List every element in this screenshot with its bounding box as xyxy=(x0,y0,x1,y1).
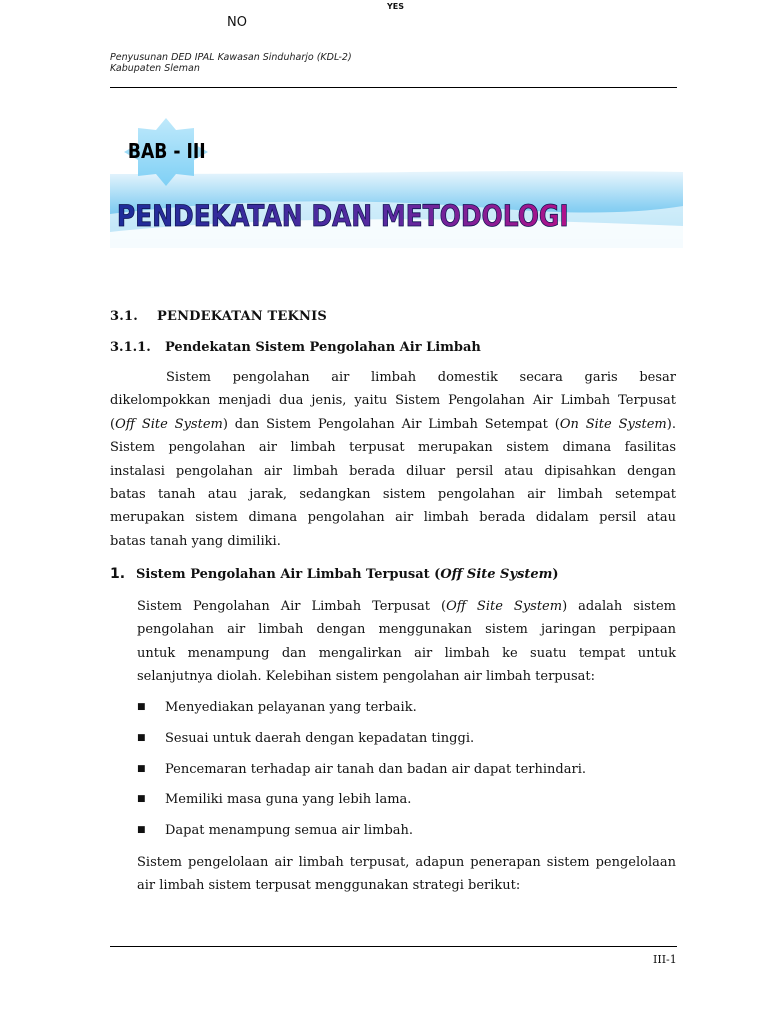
subsection-heading xyxy=(110,340,481,355)
closing-line: Sistem pengelolaan air limbah terpusat, adapun penerapan sistem pengelolaan xyxy=(137,855,676,870)
header-rule xyxy=(110,87,677,88)
closing-line: air limbah sistem terpusat menggunakan strategi berikut: xyxy=(137,878,521,894)
item1-line: Sistem Pengolahan Air Limbah Terpusat (Off Site System) adalah sistem xyxy=(137,599,676,614)
no-mark: NO xyxy=(227,15,247,30)
footer-rule xyxy=(110,946,677,947)
item1-paragraph xyxy=(137,595,676,689)
subsection-number: 3.1.1. xyxy=(110,340,151,355)
bullet-item: ■ Sesuai untuk daerah dengan kepadatan tinggi. xyxy=(137,731,475,746)
subsection-title: Pendekatan Sistem Pengolahan Air Limbah xyxy=(165,340,481,355)
bullet-item: ■ Memiliki masa guna yang lebih lama. xyxy=(137,792,412,807)
chapter-title: PENDEKATAN DAN METODOLOGI xyxy=(116,200,569,234)
yes-mark: YES xyxy=(387,2,405,11)
intro-paragraph xyxy=(110,366,676,553)
item1-heading: 1. Sistem Pengolahan Air Limbah Terpusat (Off Site System) xyxy=(110,566,559,582)
section-title: PENDEKATAN TEKNIS xyxy=(157,309,327,324)
header-location: Kabupaten Sleman xyxy=(110,63,200,74)
section-number: 3.1. xyxy=(110,309,138,324)
section-heading xyxy=(110,309,327,324)
item1-line: untuk menampung dan mengalirkan air limbah ke suatu tempat untuk xyxy=(137,645,676,661)
bullet-icon: ■ xyxy=(137,733,146,743)
intro-line: batas tanah atau jarak, sedangkan sistem pengolahan air limbah setempat xyxy=(110,487,676,503)
header-project: Penyusunan DED IPAL Kawasan Sinduharjo (KDL-2) xyxy=(110,52,352,63)
intro-line: dikelompokkan menjadi dua jenis, yaitu Sistem Pengolahan Air Limbah Terpusat xyxy=(110,393,676,409)
item1-line: selanjutnya diolah. Kelebihan sistem pengolahan air limbah terpusat: xyxy=(137,669,596,685)
closing-paragraph xyxy=(137,851,676,898)
bullet-item: ■ Pencemaran terhadap air tanah dan badan air dapat terhindari. xyxy=(137,762,586,777)
chapter-banner xyxy=(110,114,683,248)
bullet-item: ■ Dapat menampung semua air limbah. xyxy=(137,823,414,838)
intro-line: batas tanah yang dimiliki. xyxy=(110,533,281,549)
bullet-item: ■ Menyediakan pelayanan yang terbaik. xyxy=(137,700,417,715)
bullet-icon: ■ xyxy=(137,794,146,804)
bullet-icon: ■ xyxy=(137,825,146,835)
bullet-icon: ■ xyxy=(137,764,146,774)
intro-line: instalasi pengolahan air limbah berada diluar persil atau dipisahkan dengan xyxy=(110,463,676,479)
page-number: III-1 xyxy=(653,953,677,966)
intro-line: (Off Site System) dan Sistem Pengolahan Air Limbah Setempat (On Site System). xyxy=(110,416,676,432)
item1-line: pengolahan air limbah dengan menggunakan sistem jaringan perpipaan xyxy=(137,622,676,638)
intro-line: Sistem pengolahan air limbah domestik secara garis besar xyxy=(166,370,676,385)
bullet-icon: ■ xyxy=(137,702,146,712)
item1-number: 1. xyxy=(110,566,126,582)
chapter-label: BAB - III xyxy=(127,140,206,164)
intro-line: Sistem pengolahan air limbah terpusat merupakan sistem dimana fasilitas xyxy=(110,440,676,456)
intro-line: merupakan sistem dimana pengolahan air limbah berada didalam persil atau xyxy=(110,510,676,526)
